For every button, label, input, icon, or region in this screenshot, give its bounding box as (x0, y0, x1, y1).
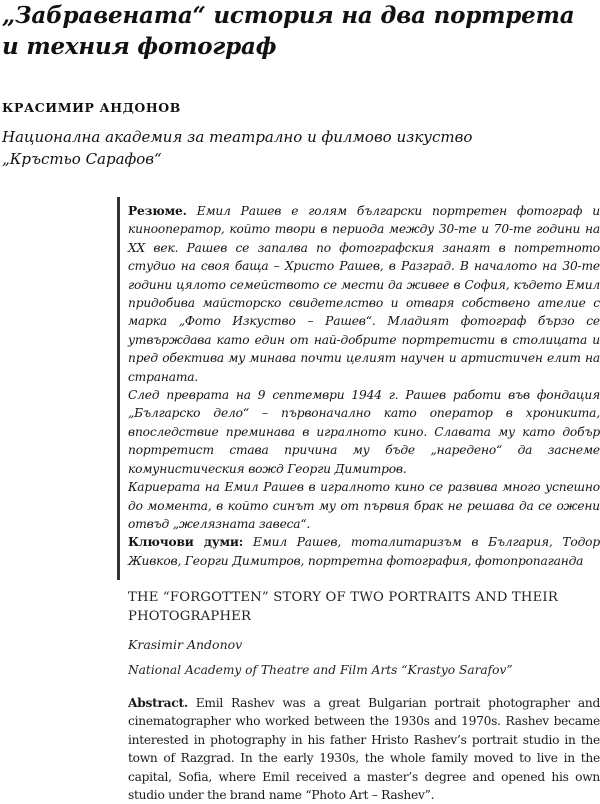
abstract-paragraph-3: Кариерата на Емил Рашев в игралното кино се развива много успешно до момента, в който синът му от първия брак не решава да се ожени отвъд „желязната завеса“. (128, 480, 600, 531)
keywords-label: Ключови думи: (128, 535, 244, 550)
english-title (128, 588, 600, 626)
article-title (2, 0, 598, 62)
article-title-line-2: и техния фотограф (2, 33, 277, 60)
keywords-text: Емил Рашев, тоталитаризъм в България, Тодор Живков, Георги Димитров, портретна фотография, фотопропаганда (128, 535, 600, 568)
english-abstract-label: Abstract. (128, 696, 188, 710)
article-title-line-1: „Забравената“ история на два портрета (2, 2, 575, 29)
english-abstract (128, 694, 600, 804)
author-affiliation (2, 126, 598, 170)
abstract-paragraph-1 (128, 202, 600, 386)
english-abstract-text: Emil Rashev was a great Bulgarian portrait photographer and cinematographer who worked between the 1930s and 1970s. Rashev became interested in photography in his father Hristo Rashev’s portrait studio in the town of Razgrad. In the early 1930s, the whole family moved to live in the capital, Sofia, where Emil received a master’s degree and opened his own studio under the brand name “Photo Art – Rashev”. (128, 696, 600, 803)
english-title-line-2: PHOTOGRAPHER (128, 609, 252, 624)
affiliation-line-1: Национална академия за театрално и филмово изкуство (2, 128, 473, 146)
abstract-paragraph-2: След превратa на 9 септември 1944 г. Рашев работи във фондация „Българско дело“ – първоначално като оператор в хроникита, впоследствие преминава в игралното кино. Славата му като добър портретист става причина му бъде „наредено“ да заснеме комунистическия вожд Георги Димитров. (128, 388, 600, 476)
keywords-paragraph (128, 533, 600, 570)
abstract-label: Резюме. (128, 204, 187, 218)
author-name: КРАСИМИР АНДОНОВ (2, 100, 181, 115)
english-title-line-1: THE “FORGOTTEN” STORY OF TWO PORTRAITS AND THEIR (128, 590, 558, 605)
bulgarian-abstract (128, 202, 600, 570)
english-affiliation: National Academy of Theatre and Film Arts “Krastyo Sarafov” (128, 663, 513, 677)
english-author: Krasimir Andonov (128, 637, 243, 652)
affiliation-line-2: „Кръстьо Сарафов“ (2, 150, 162, 168)
abstract-text-1: Емил Рашев е голям български портретен фотограф и кинооператор, който твори в периода между 30-те и 70-те години на XX век. Рашев се запалва по фотографския занаят в потретното студио на своя баща – Христо Рашев, в Разград. В началото на 30-те години цялото семейството се мести да живее в София, където Емил придобива майсторско свидетелство и отваря собствено ателие с марка „Фото Изкуство – Рашев“. Младият фотограф бързо се утвърждава като един от най-добрите портретисти в столицата и пред обектива му минава почти целият научен и артистичен елит на страната. (128, 204, 600, 384)
